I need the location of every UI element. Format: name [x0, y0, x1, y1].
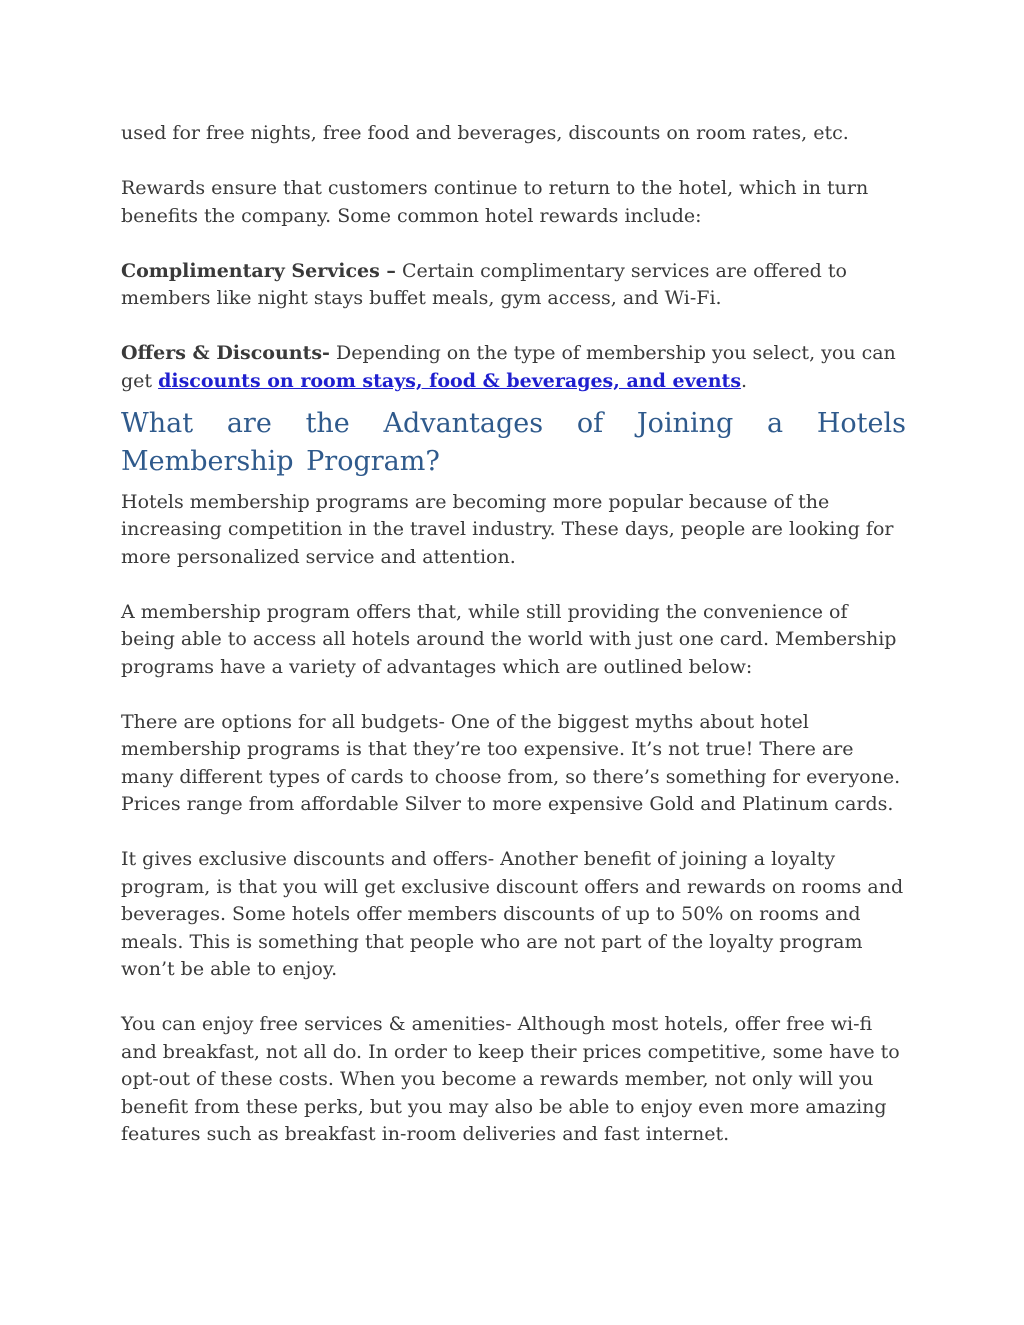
complimentary-services-text: Certain complimentary services are offered to members like night stays buffet meals, gym access, and Wi-Fi.: [121, 259, 847, 309]
paragraph-budgets: There are options for all budgets- One of the biggest myths about hotel membership programs is that they’re too expensive. It’s not true! There are many different types of cards to choose from, so there’s something for everyone. Prices range from affordable Silver to more expensive Gold and Platinum cards.: [121, 710, 901, 815]
paragraph-popularity: Hotels membership programs are becoming more popular because of the increasing competition in the travel industry. These days, people are looking for more personalized service and attention.: [121, 490, 894, 568]
paragraph-complimentary-services: [121, 258, 906, 313]
offers-discounts-text: Depending on the type of membership you select, you can get: [121, 342, 896, 392]
discounts-link[interactable]: discounts on room stays, food & beverages, and events: [158, 369, 742, 392]
document-page: [121, 120, 906, 1176]
paragraph-rewards-intro: Rewards ensure that customers continue to return to the hotel, which in turn benefits the company. Some common hotel rewards include:: [121, 177, 869, 227]
paragraph-offers-discounts: [121, 340, 906, 395]
paragraph-convenience: A membership program offers that, while still providing the convenience of being able to access all hotels around the world with just one card. Membership programs have a variety of advantages which are outlined below:: [121, 600, 897, 678]
paragraph-free-services: You can enjoy free services & amenities- Although most hotels, offer free wi-fi and breakfast, not all do. In order to keep their prices competitive, some have to opt-out of these costs. When you become a rewards member, not only will you benefit from these perks, but you may also be able to enjoy even more amazing features such as breakfast in-room deliveries and fast internet.: [121, 1013, 900, 1145]
offers-discounts-end: .: [741, 369, 748, 392]
paragraph-exclusive-discounts: It gives exclusive discounts and offers- Another benefit of joining a loyalty program, is that you will get exclusive discount offers and rewards on rooms and beverages. Some hotels offer members discounts of up to 50% on rooms and meals. This is something that people who are not part of the loyalty program won’t be able to enjoy.: [121, 848, 904, 980]
paragraph-free-nights: used for free nights, free food and beverages, discounts on room rates, etc.: [121, 122, 849, 144]
complimentary-services-label: Complimentary Services –: [121, 259, 396, 282]
offers-discounts-label: Offers & Discounts-: [121, 342, 330, 364]
section-heading: What are the Advantages of Joining a Hotels Membership Program?: [121, 407, 906, 477]
